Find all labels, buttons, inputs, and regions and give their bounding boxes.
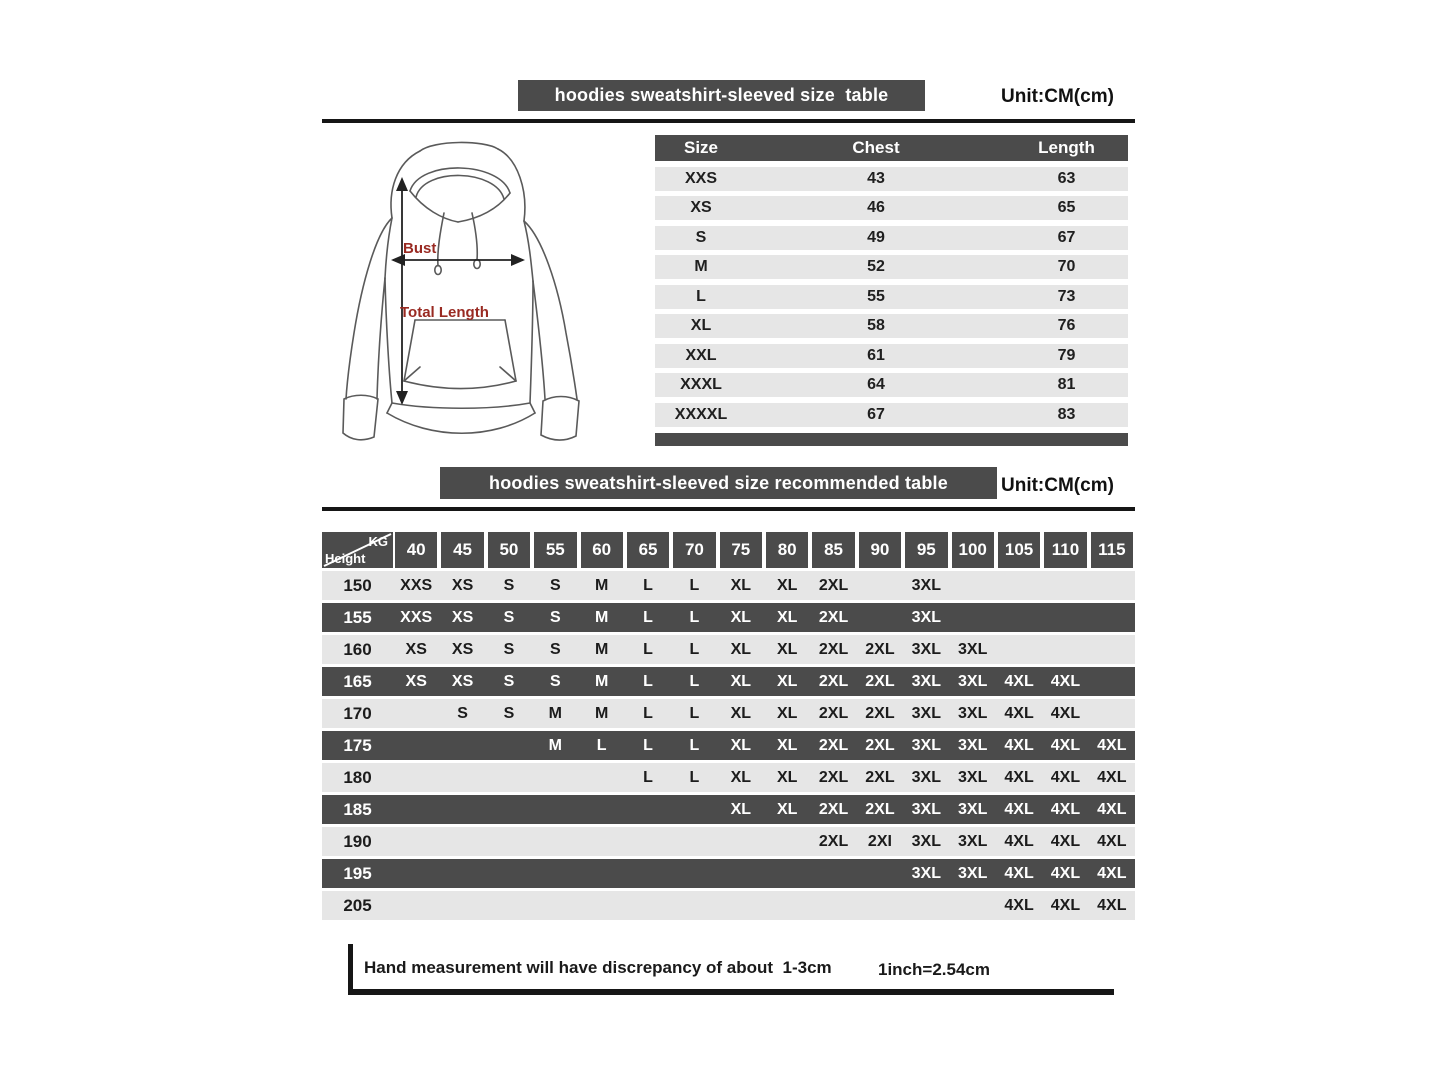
matrix-size-cell: XL xyxy=(730,640,752,658)
weight-header-cell: 60 xyxy=(581,532,623,568)
matrix-row xyxy=(322,635,1135,664)
matrix-size-cell: L xyxy=(596,736,607,754)
matrix-size-cell: 4XL xyxy=(1050,704,1081,722)
weight-header-cell: 85 xyxy=(812,532,854,568)
matrix-size-cell: 4XL xyxy=(1097,896,1127,914)
divider-rule xyxy=(322,507,1135,511)
matrix-size-cell: 4XL xyxy=(1004,672,1034,690)
chest-cell: 61 xyxy=(867,346,885,364)
chest-column-header: Chest xyxy=(852,138,900,157)
height-label: 160 xyxy=(343,639,372,659)
matrix-size-cell: 3XL xyxy=(958,864,988,882)
matrix-size-cell: 4XL xyxy=(1050,896,1081,914)
matrix-size-cell: XL xyxy=(776,672,798,690)
size-table-row xyxy=(655,403,1128,427)
size-table-row xyxy=(655,314,1128,338)
matrix-size-cell: L xyxy=(643,608,653,626)
chest-cell: 46 xyxy=(867,199,885,216)
matrix-size-cell: L xyxy=(689,672,700,690)
matrix-size-cell: XL xyxy=(776,640,798,658)
matrix-size-cell: M xyxy=(595,704,609,722)
matrix-size-cell: 3XL xyxy=(911,832,941,850)
chest-cell: 55 xyxy=(867,287,885,305)
matrix-row xyxy=(322,667,1135,696)
hoodie-measurement-diagram xyxy=(332,133,592,453)
size-table-row xyxy=(655,167,1128,191)
matrix-size-cell: M xyxy=(595,608,609,626)
size-table-row xyxy=(655,226,1128,250)
size-table-bottom-bar xyxy=(655,433,1128,446)
size-table-title: hoodies sweatshirt-sleeved size table xyxy=(518,80,925,111)
length-column-header: Length xyxy=(1038,138,1095,157)
matrix-size-cell: 4XL xyxy=(1050,768,1081,786)
weight-header-cell: 55 xyxy=(534,532,576,568)
matrix-size-cell: S xyxy=(549,608,561,626)
matrix-size-cell: 4XL xyxy=(1050,672,1081,690)
size-table-header xyxy=(655,135,1128,161)
footer-horizontal-bar xyxy=(348,989,1114,995)
matrix-size-cell: XL xyxy=(776,576,798,594)
matrix-size-cell: M xyxy=(548,736,562,754)
matrix-size-cell: 4XL xyxy=(1097,736,1127,754)
size-table xyxy=(655,135,1128,446)
kg-height-corner-cell xyxy=(322,532,393,568)
size-cell: XL xyxy=(690,317,712,334)
matrix-size-cell: S xyxy=(549,640,561,658)
matrix-size-cell: 4XL xyxy=(1097,768,1127,786)
matrix-size-cell: M xyxy=(595,672,609,690)
weight-header-cell: 105 xyxy=(998,532,1040,568)
matrix-size-cell: 2XL xyxy=(865,800,895,818)
matrix-size-cell: 3XL xyxy=(911,736,941,754)
matrix-size-cell: 4XL xyxy=(1097,800,1127,818)
chest-cell: 58 xyxy=(867,317,885,334)
matrix-size-cell: L xyxy=(643,704,653,722)
matrix-size-cell: XS xyxy=(451,608,474,626)
matrix-size-cell: 2XL xyxy=(818,768,849,786)
weight-header-cell: 110 xyxy=(1044,532,1086,568)
matrix-size-cell: XS xyxy=(405,672,427,690)
matrix-row xyxy=(322,731,1135,760)
weight-header-cell: 65 xyxy=(627,532,669,568)
height-label: 155 xyxy=(343,607,372,627)
matrix-size-cell: L xyxy=(689,640,700,658)
matrix-size-cell: 3XL xyxy=(911,608,941,626)
matrix-size-cell: S xyxy=(457,704,468,722)
weight-header-cell: 40 xyxy=(395,532,437,568)
size-cell: M xyxy=(694,258,708,275)
matrix-size-cell: 3XL xyxy=(958,800,988,818)
matrix-row xyxy=(322,859,1135,888)
matrix-size-cell: 3XL xyxy=(958,704,988,722)
matrix-size-cell: L xyxy=(643,576,653,594)
height-corner-label: Height xyxy=(325,551,366,566)
weight-header-cell: 95 xyxy=(905,532,947,568)
matrix-size-cell: 4XL xyxy=(1004,896,1034,914)
matrix-size-cell: 2XL xyxy=(818,704,849,722)
chest-cell: 64 xyxy=(867,376,885,393)
bust-label: Bust xyxy=(403,240,437,257)
chest-cell: 49 xyxy=(867,228,885,246)
weight-header-cell: 45 xyxy=(441,532,483,568)
matrix-size-cell: XS xyxy=(405,640,427,658)
matrix-size-cell: 4XL xyxy=(1004,768,1034,786)
matrix-size-cell: L xyxy=(689,768,700,786)
matrix-size-cell: L xyxy=(689,704,700,722)
size-cell: XXXXL xyxy=(674,405,728,423)
matrix-row xyxy=(322,891,1135,920)
divider-rule xyxy=(322,119,1135,123)
matrix-size-cell: 3XL xyxy=(958,672,988,690)
matrix-size-cell: 4XL xyxy=(1050,800,1081,818)
matrix-size-cell: XL xyxy=(730,736,752,754)
height-label: 185 xyxy=(343,799,372,819)
length-cell: 67 xyxy=(1057,228,1076,246)
matrix-size-cell: 2XL xyxy=(818,736,849,754)
size-table-row xyxy=(655,373,1128,397)
matrix-size-cell: XL xyxy=(730,800,752,818)
size-column-header: Size xyxy=(683,138,719,157)
size-cell: XXXL xyxy=(680,376,722,393)
matrix-size-cell: 2XL xyxy=(818,672,849,690)
matrix-row xyxy=(322,571,1135,600)
matrix-header-row xyxy=(322,532,1135,568)
recommended-table-unit-label: Unit:CM(cm) xyxy=(1001,475,1114,496)
matrix-size-cell: 3XL xyxy=(911,672,941,690)
matrix-size-cell: 3XL xyxy=(958,640,988,658)
length-cell: 76 xyxy=(1057,317,1076,334)
matrix-size-cell: XS xyxy=(451,640,474,658)
recommended-table-title: hoodies sweatshirt-sleeved size recommended table xyxy=(440,467,997,499)
chest-cell: 67 xyxy=(867,405,885,423)
matrix-size-cell: XL xyxy=(776,800,798,818)
measurement-discrepancy-note: Hand measurement will have discrepancy of about 1-3cm xyxy=(364,958,832,977)
length-cell: 83 xyxy=(1057,405,1076,423)
matrix-size-cell: S xyxy=(549,576,561,594)
chest-cell: 43 xyxy=(867,169,885,187)
matrix-size-cell: XL xyxy=(730,768,752,786)
length-cell: 73 xyxy=(1057,287,1076,305)
height-label: 170 xyxy=(343,703,372,723)
matrix-size-cell: M xyxy=(595,576,609,594)
matrix-size-cell: 3XL xyxy=(911,800,941,818)
recommended-size-matrix xyxy=(322,532,1135,920)
height-label: 165 xyxy=(343,671,372,691)
matrix-size-cell: 4XL xyxy=(1050,864,1081,882)
matrix-size-cell: 4XL xyxy=(1050,736,1081,754)
matrix-size-cell: 4XL xyxy=(1004,864,1034,882)
matrix-size-cell: 3XL xyxy=(958,768,988,786)
weight-header-cell: 50 xyxy=(488,532,530,568)
size-table-row xyxy=(655,255,1128,279)
matrix-size-cell: 2XL xyxy=(818,576,849,594)
matrix-row xyxy=(322,603,1135,632)
height-label: 150 xyxy=(343,575,372,595)
length-cell: 81 xyxy=(1057,376,1076,393)
total-length-label: Total Length xyxy=(400,304,489,321)
matrix-row xyxy=(322,763,1135,792)
matrix-size-cell: S xyxy=(503,672,515,690)
matrix-size-cell: L xyxy=(643,768,653,786)
matrix-row xyxy=(322,795,1135,824)
matrix-size-cell: XS xyxy=(451,576,474,594)
matrix-size-cell: XL xyxy=(776,704,798,722)
matrix-size-cell: L xyxy=(689,576,700,594)
matrix-size-cell: 2XL xyxy=(818,832,849,850)
matrix-size-cell: XL xyxy=(730,672,752,690)
matrix-size-cell: L xyxy=(643,736,653,754)
matrix-size-cell: 2XL xyxy=(865,640,895,658)
matrix-size-cell: 3XL xyxy=(911,768,941,786)
matrix-size-cell: 3XL xyxy=(911,704,941,722)
hoodie-outline xyxy=(343,142,579,440)
matrix-size-cell: 3XL xyxy=(911,864,941,882)
weight-header-cell: 115 xyxy=(1091,532,1133,568)
matrix-size-cell: 4XL xyxy=(1004,704,1034,722)
matrix-size-cell: 4XL xyxy=(1004,800,1034,818)
weight-header-cell: 100 xyxy=(952,532,994,568)
size-table-row xyxy=(655,196,1128,220)
length-cell: 70 xyxy=(1057,258,1076,275)
chest-cell: 52 xyxy=(867,258,885,275)
kg-corner-label: KG xyxy=(368,534,388,549)
matrix-size-cell: XL xyxy=(730,608,752,626)
matrix-size-cell: XL xyxy=(730,576,752,594)
matrix-size-cell: L xyxy=(643,640,653,658)
length-cell: 65 xyxy=(1057,199,1076,216)
matrix-size-cell: M xyxy=(548,704,562,722)
matrix-size-cell: XL xyxy=(776,736,798,754)
matrix-size-cell: S xyxy=(549,672,561,690)
matrix-size-cell: 2XL xyxy=(865,704,895,722)
matrix-size-cell: 3XL xyxy=(958,832,988,850)
matrix-size-cell: 3XL xyxy=(911,640,941,658)
matrix-size-cell: 4XL xyxy=(1097,864,1127,882)
matrix-size-cell: S xyxy=(503,608,515,626)
size-table-unit-label: Unit:CM(cm) xyxy=(1001,86,1114,107)
matrix-size-cell: 2XL xyxy=(818,608,849,626)
size-cell: L xyxy=(696,287,706,305)
weight-header-cell: 90 xyxy=(859,532,901,568)
height-label: 180 xyxy=(343,767,372,787)
matrix-size-cell: XL xyxy=(730,704,752,722)
matrix-size-cell: XL xyxy=(776,608,798,626)
matrix-size-cell: XXS xyxy=(400,576,433,594)
matrix-size-cell: 4XL xyxy=(1004,736,1034,754)
matrix-size-cell: S xyxy=(503,576,515,594)
matrix-size-cell: 3XL xyxy=(958,736,988,754)
weight-header-cell: 80 xyxy=(766,532,808,568)
weight-header-cell: 70 xyxy=(673,532,715,568)
height-label: 195 xyxy=(343,863,372,883)
matrix-size-cell: 2XL xyxy=(818,800,849,818)
matrix-size-cell: 2XL xyxy=(865,768,895,786)
matrix-size-cell: S xyxy=(503,704,515,722)
matrix-size-cell: XXS xyxy=(400,608,433,626)
matrix-size-cell: 2XL xyxy=(818,640,849,658)
matrix-row xyxy=(322,827,1135,856)
inch-cm-conversion: 1inch=2.54cm xyxy=(878,960,990,979)
matrix-body xyxy=(322,571,1135,920)
size-cell: XXL xyxy=(685,346,717,364)
size-cell: S xyxy=(695,228,707,246)
matrix-size-cell: XL xyxy=(776,768,798,786)
matrix-size-cell: M xyxy=(595,640,609,658)
height-label: 175 xyxy=(343,735,372,755)
size-cell: XS xyxy=(690,199,712,216)
footer-vertical-bar xyxy=(348,944,353,990)
size-table-row xyxy=(655,344,1128,368)
matrix-size-cell: 4XL xyxy=(1050,832,1081,850)
weight-header-cell: 75 xyxy=(720,532,762,568)
length-cell: 79 xyxy=(1057,346,1076,364)
matrix-size-cell: 2XI xyxy=(867,832,892,850)
matrix-size-cell: L xyxy=(643,672,653,690)
matrix-size-cell: 4XL xyxy=(1097,832,1127,850)
length-cell: 63 xyxy=(1057,169,1076,187)
matrix-size-cell: L xyxy=(689,736,700,754)
height-label: 190 xyxy=(343,831,372,851)
matrix-size-cell: L xyxy=(689,608,700,626)
size-cell: XXS xyxy=(684,169,717,187)
matrix-row xyxy=(322,699,1135,728)
matrix-size-cell: 2XL xyxy=(865,672,895,690)
size-table-body xyxy=(655,167,1128,427)
matrix-size-cell: XS xyxy=(451,672,474,690)
height-label: 205 xyxy=(343,895,372,915)
matrix-size-cell: 4XL xyxy=(1004,832,1034,850)
matrix-size-cell: S xyxy=(503,640,515,658)
matrix-size-cell: 2XL xyxy=(865,736,895,754)
size-table-row xyxy=(655,285,1128,309)
matrix-size-cell: 3XL xyxy=(911,576,941,594)
